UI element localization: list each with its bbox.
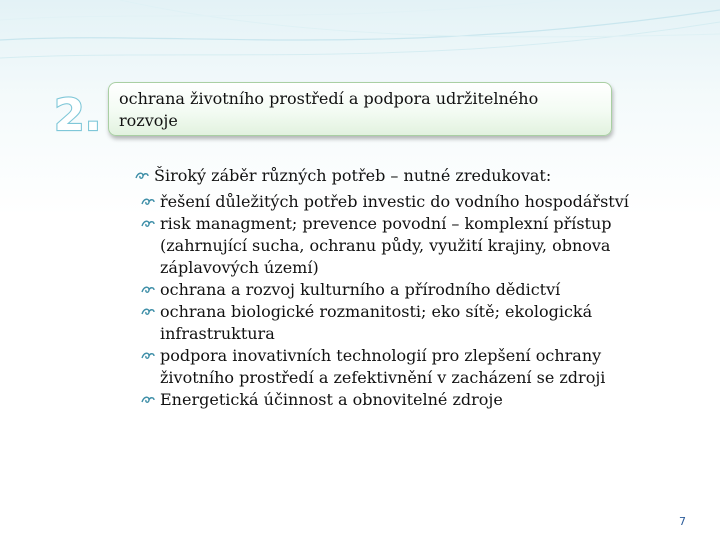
sub-bullet (140, 191, 674, 213)
slide-number-label: 2. (54, 90, 102, 141)
slide-number-graphic (52, 84, 112, 144)
sub-bullet-list (140, 191, 674, 411)
sub-bullet (140, 389, 674, 411)
swirl-bullet-icon (140, 218, 156, 230)
swirl-bullet-icon (140, 306, 156, 318)
slide-title (108, 82, 612, 136)
slide-title-text: ochrana životního prostředí a podpora udržitelného rozvoje (119, 89, 539, 130)
main-bullet-text: Široký záběr různých potřeb – nutné zredukovat: (154, 166, 552, 185)
sub-bullet-text: Energetická účinnost a obnovitelné zdroje (160, 390, 503, 409)
sub-bullet (140, 279, 674, 301)
swirl-bullet-icon (140, 350, 156, 362)
sub-bullet-text: risk managment; prevence povodní – komplexní přístup (zahrnující sucha, ochranu půdy, využití krajiny, obnova záplavových území) (160, 214, 612, 277)
sub-bullet (140, 213, 674, 279)
bullet-list (134, 165, 674, 411)
swirl-bullet-icon (140, 394, 156, 406)
main-bullet (134, 165, 674, 187)
sub-bullet-text: řešení důležitých potřeb investic do vodního hospodářství (160, 192, 629, 211)
sub-bullet (140, 345, 674, 389)
sub-bullet-text: podpora inovativních technologií pro zlepšení ochrany životního prostředí a zefektivnění v zacházení se zdroji (160, 346, 606, 387)
page-number: 7 (679, 515, 686, 528)
swirl-bullet-icon (134, 170, 150, 182)
sub-bullet (140, 301, 674, 345)
sub-bullet-text: ochrana a rozvoj kulturního a přírodního dědictví (160, 280, 561, 299)
sub-bullet-text: ochrana biologické rozmanitosti; eko sítě; ekologická infrastruktura (160, 302, 593, 343)
swirl-bullet-icon (140, 284, 156, 296)
swirl-bullet-icon (140, 196, 156, 208)
